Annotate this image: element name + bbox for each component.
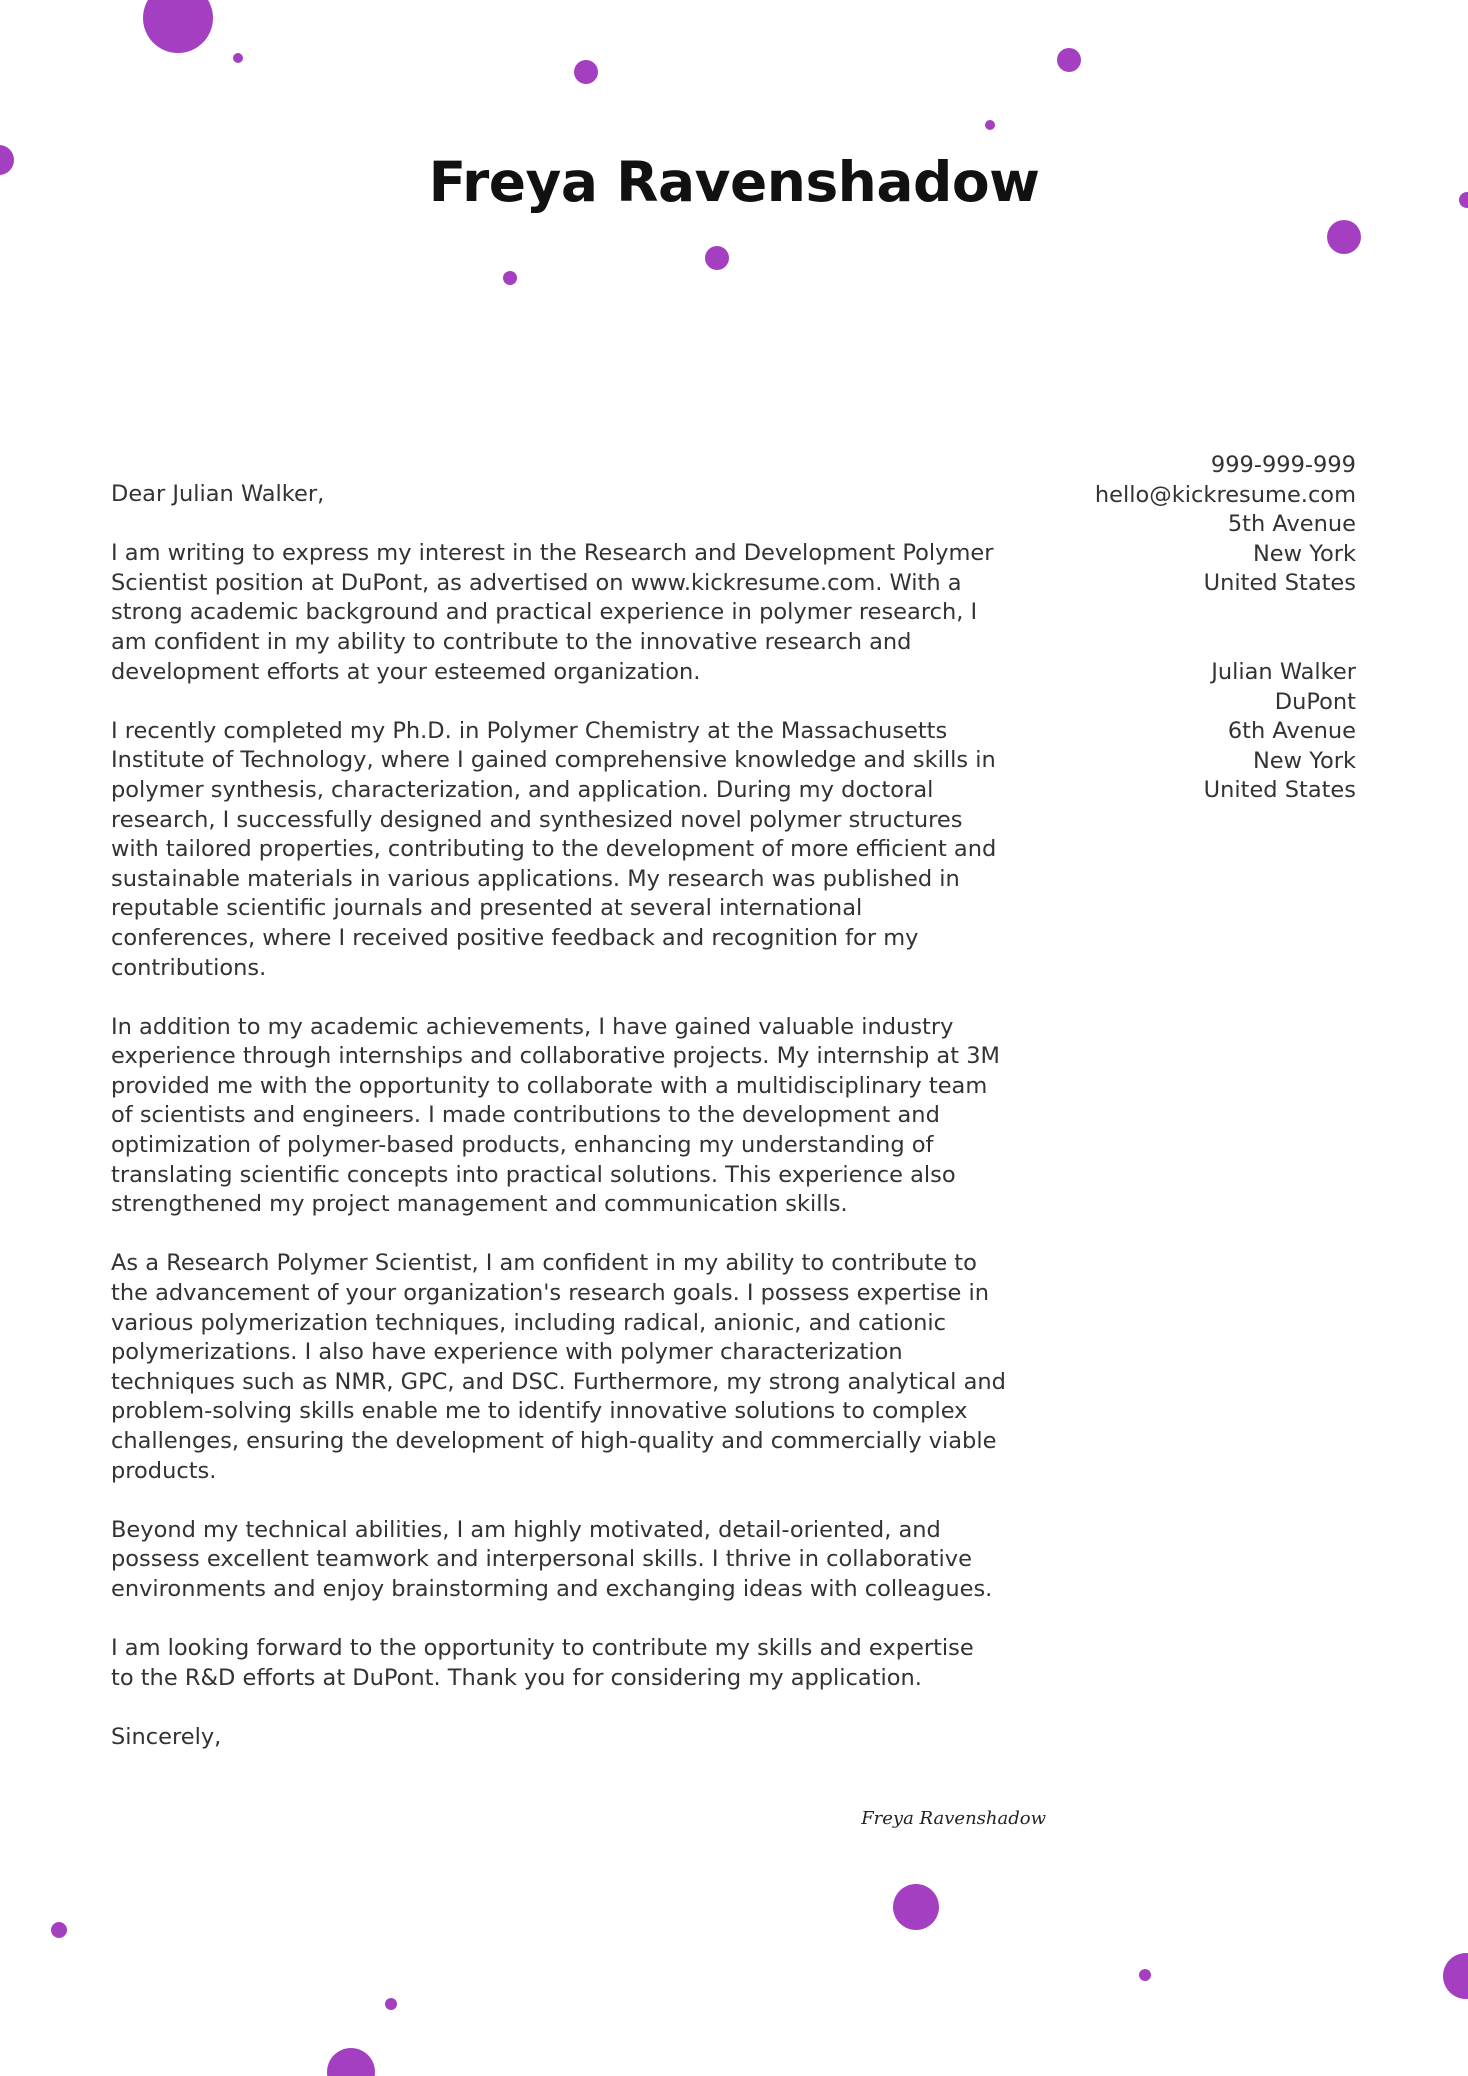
letter-closing: Sincerely, <box>111 1723 222 1750</box>
decorative-dot <box>1057 48 1081 72</box>
recipient-country: United States <box>1203 777 1356 804</box>
decorative-dot <box>985 120 995 130</box>
letter-body <box>111 480 1071 1782</box>
decorative-dot <box>1139 1969 1151 1981</box>
sender-name-heading: Freya Ravenshadow <box>428 150 1040 214</box>
decorative-dot <box>327 2048 375 2076</box>
decorative-dot <box>893 1884 939 1930</box>
sender-city: New York <box>1252 540 1356 567</box>
decorative-dot <box>233 53 243 63</box>
letter-paragraph: Beyond my technical abilities, I am highly motivated, detail-oriented, and possess excellent teamwork and interpersonal skills. I thrive in collaborative environments and enjoy brainstorming and exchanging ideas with colleagues. <box>111 1516 993 1602</box>
recipient-company: DuPont <box>1274 688 1356 715</box>
letter-paragraph: I am looking forward to the opportunity to contribute my skills and expertise to the R&D efforts at DuPont. Thank you for considering my application. <box>111 1635 974 1691</box>
letter-paragraph: I am writing to express my interest in the Research and Development Polymer Scientist position at DuPont, as advertised on www.kickresume.com. With a strong academic background and practical experience in polymer research, I am confident in my ability to contribute to the innovative research and development efforts at your esteemed organization. <box>111 540 994 685</box>
sender-country: United States <box>1203 570 1356 597</box>
decorative-dot <box>143 0 213 53</box>
letter-salutation: Dear Julian Walker, <box>111 481 325 507</box>
decorative-dot <box>705 246 729 270</box>
signature: Freya Ravenshadow <box>861 1808 1046 1829</box>
decorative-dot <box>574 60 598 84</box>
sender-email: hello@kickresume.com <box>1094 481 1356 508</box>
decorative-dot <box>1327 220 1361 254</box>
letter-paragraph: I recently completed my Ph.D. in Polymer Chemistry at the Massachusetts Institute of Technology, where I gained comprehensive knowledge and skills in polymer synthesis, characterization, and application. During my doctoral research, I successfully designed and synthesized novel polymer structures with tailored properties, contributing to the development of more efficient and sustainable materials in various applications. My research was published in reputable scientific journals and presented at several international conferences, where I received positive feedback and recognition for my contributions. <box>111 717 997 981</box>
recipient-name: Julian Walker <box>1211 659 1356 685</box>
sender-street: 5th Avenue <box>1227 511 1356 538</box>
decorative-dot <box>1443 1953 1468 1999</box>
recipient-street: 6th Avenue <box>1227 718 1356 745</box>
recipient-city: New York <box>1252 747 1356 774</box>
decorative-dot <box>385 1998 397 2010</box>
sender-phone: 999-999-999 <box>1210 452 1356 478</box>
letter-paragraph: As a Research Polymer Scientist, I am confident in my ability to contribute to the advancement of your organization's research goals. I possess expertise in various polymerization techniques, including radical, anionic, and cationic polymerizations. I also have experience with polymer characterization techniques such as NMR, GPC, and DSC. Furthermore, my strong analytical and problem-solving skills enable me to identify innovative solutions to complex challenges, ensuring the development of high-quality and commercially viable products. <box>111 1250 1006 1484</box>
decorative-dot <box>503 271 517 285</box>
letter-paragraph: In addition to my academic achievements, I have gained valuable industry experience through internships and collaborative projects. My internship at 3M provided me with the opportunity to collaborate with a multidisciplinary team of scientists and engineers. I made contributions to the development and optimization of polymer-based products, enhancing my understanding of translating scientific concepts into practical solutions. This experience also strengthened my project management and communication skills. <box>111 1013 1000 1218</box>
decorative-dot <box>51 1922 67 1938</box>
